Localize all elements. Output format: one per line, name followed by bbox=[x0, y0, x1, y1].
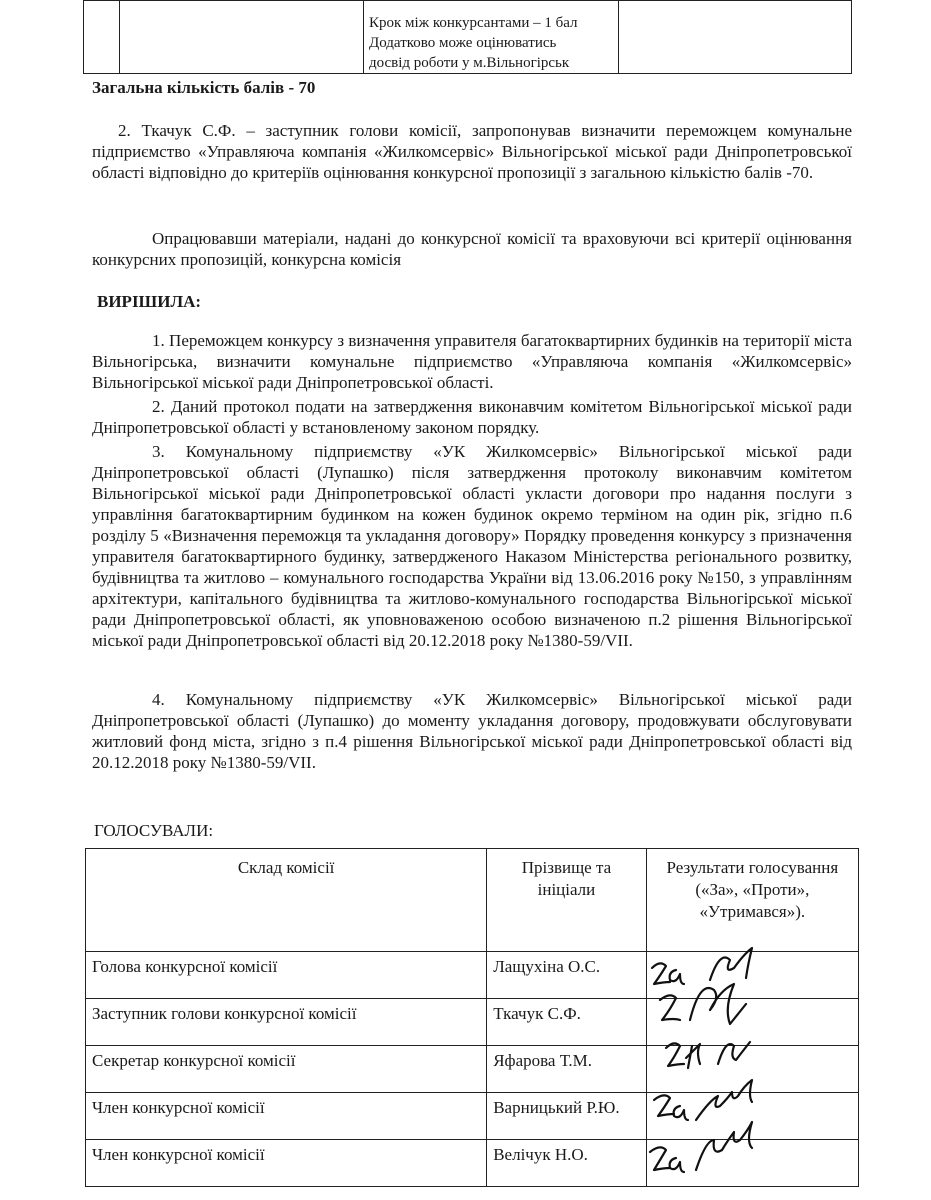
decision-3: 3. Комунальному підприємству «УК Жилкомсервіс» Вільногірської міської ради Дніпропетровської області (Лупашко) після затвердження протоколу виконавчим комітетом Вільногірської міської ради Дніпропетровської області укласти договори про надання послуги з управління багатоквартирним будинком на кожен будинок окремо терміном на один рік, згідно п.6 розділу 5 «Визначення переможця та укладання договору» Порядку проведення конкурсу з призначення управителя багатоквартирного будинку, затвердженого Наказом Міністерства регіонального розвитку, будівництва та житлово – комунального господарства України від 13.06.2016 року №150, з управлінням архітектури, капітального будівництва та житлово-комунального господарства Вільногірської міської ради Дніпропетровської області, як уповноваженою особою визначеною п.2 рішення Вільногірської міської ради Дніпропетровської області від 20.12.2018 року №1380-59/VII. bbox=[92, 442, 852, 650]
voting-table-header bbox=[86, 849, 859, 952]
member-name: Лащухіна О.С. bbox=[487, 952, 646, 999]
decided-heading: ВИРІШИЛА: bbox=[97, 292, 202, 311]
header-name: Прізвище та ініціали bbox=[487, 849, 646, 952]
member-role: Голова конкурсної комісії bbox=[86, 952, 487, 999]
member-name: Велічук Н.О. bbox=[487, 1140, 646, 1187]
criteria-table-fragment bbox=[83, 0, 852, 74]
decision-4: 4. Комунальному підприємству «УК Жилкомсервіс» Вільногірської міської ради Дніпропетровської області (Лупашко) до моменту укладання договору, продовжувати обслуговувати житловий фонд міста, згідно з п.4 рішення Вільногірської міської ради Дніпропетровської області від 20.12.2018 року №1380-59/VII. bbox=[92, 690, 852, 772]
paragraph-2: 2. Ткачук С.Ф. – заступник голови комісії, запропонував визначити переможцем комунальне підприємство «Управляюча компанія «Жилкомсервіс» Вільногірської міської ради Дніпропетровської області відповідно до критеріїв оцінювання конкурсної пропозиції з загальною кількістю балів -70. bbox=[92, 121, 852, 182]
decision-1: 1. Переможцем конкурсу з визначення управителя багатоквартирних будинків на території міста Вільногірська, визначити комунальне підприємство «Управляюча компанія «Жилкомсервіс» Вільногірської міської ради Дніпропетровської області. bbox=[92, 331, 852, 392]
total-points: Загальна кількість балів - 70 bbox=[92, 78, 316, 97]
table-row bbox=[86, 1093, 859, 1140]
table-cell bbox=[619, 1, 852, 74]
voted-heading: ГОЛОСУВАЛИ: bbox=[94, 821, 214, 840]
criteria-line: досвід роботи у м.Вільногірськ bbox=[369, 55, 570, 71]
member-role: Заступник голови конкурсної комісії bbox=[86, 999, 487, 1046]
header-commission: Склад комісії bbox=[86, 849, 487, 952]
voting-table bbox=[85, 848, 859, 1187]
table-row bbox=[86, 999, 859, 1046]
table-row bbox=[86, 952, 859, 999]
member-name: Варницький Р.Ю. bbox=[487, 1093, 646, 1140]
member-name: Ткачук С.Ф. bbox=[487, 999, 646, 1046]
vote-result bbox=[646, 952, 858, 999]
member-role: Член конкурсної комісії bbox=[86, 1140, 487, 1187]
table-cell bbox=[120, 1, 364, 74]
table-row bbox=[86, 1046, 859, 1093]
vote-result bbox=[646, 1140, 858, 1187]
intro-paragraph: Опрацювавши матеріали, надані до конкурсної комісії та враховуючи всі критерії оцінювання конкурсних пропозицій, конкурсна комісія bbox=[92, 229, 852, 269]
header-result: Результати голосування («За», «Проти», «Утримався»). bbox=[646, 849, 858, 952]
criteria-line: Додатково може оцінюватись bbox=[369, 35, 557, 51]
table-cell bbox=[84, 1, 120, 74]
table-row bbox=[86, 1140, 859, 1187]
member-role: Член конкурсної комісії bbox=[86, 1093, 487, 1140]
member-name: Яфарова Т.М. bbox=[487, 1046, 646, 1093]
vote-result bbox=[646, 999, 858, 1046]
vote-result bbox=[646, 1093, 858, 1140]
member-role: Секретар конкурсної комісії bbox=[86, 1046, 487, 1093]
criteria-line: Крок між конкурсантами – 1 бал bbox=[369, 15, 578, 31]
criteria-cell bbox=[364, 1, 619, 74]
vote-result bbox=[646, 1046, 858, 1093]
decision-2: 2. Даний протокол подати на затвердження виконавчим комітетом Вільногірської міської ради Дніпропетровської області у встановленому законом порядку. bbox=[92, 397, 852, 437]
